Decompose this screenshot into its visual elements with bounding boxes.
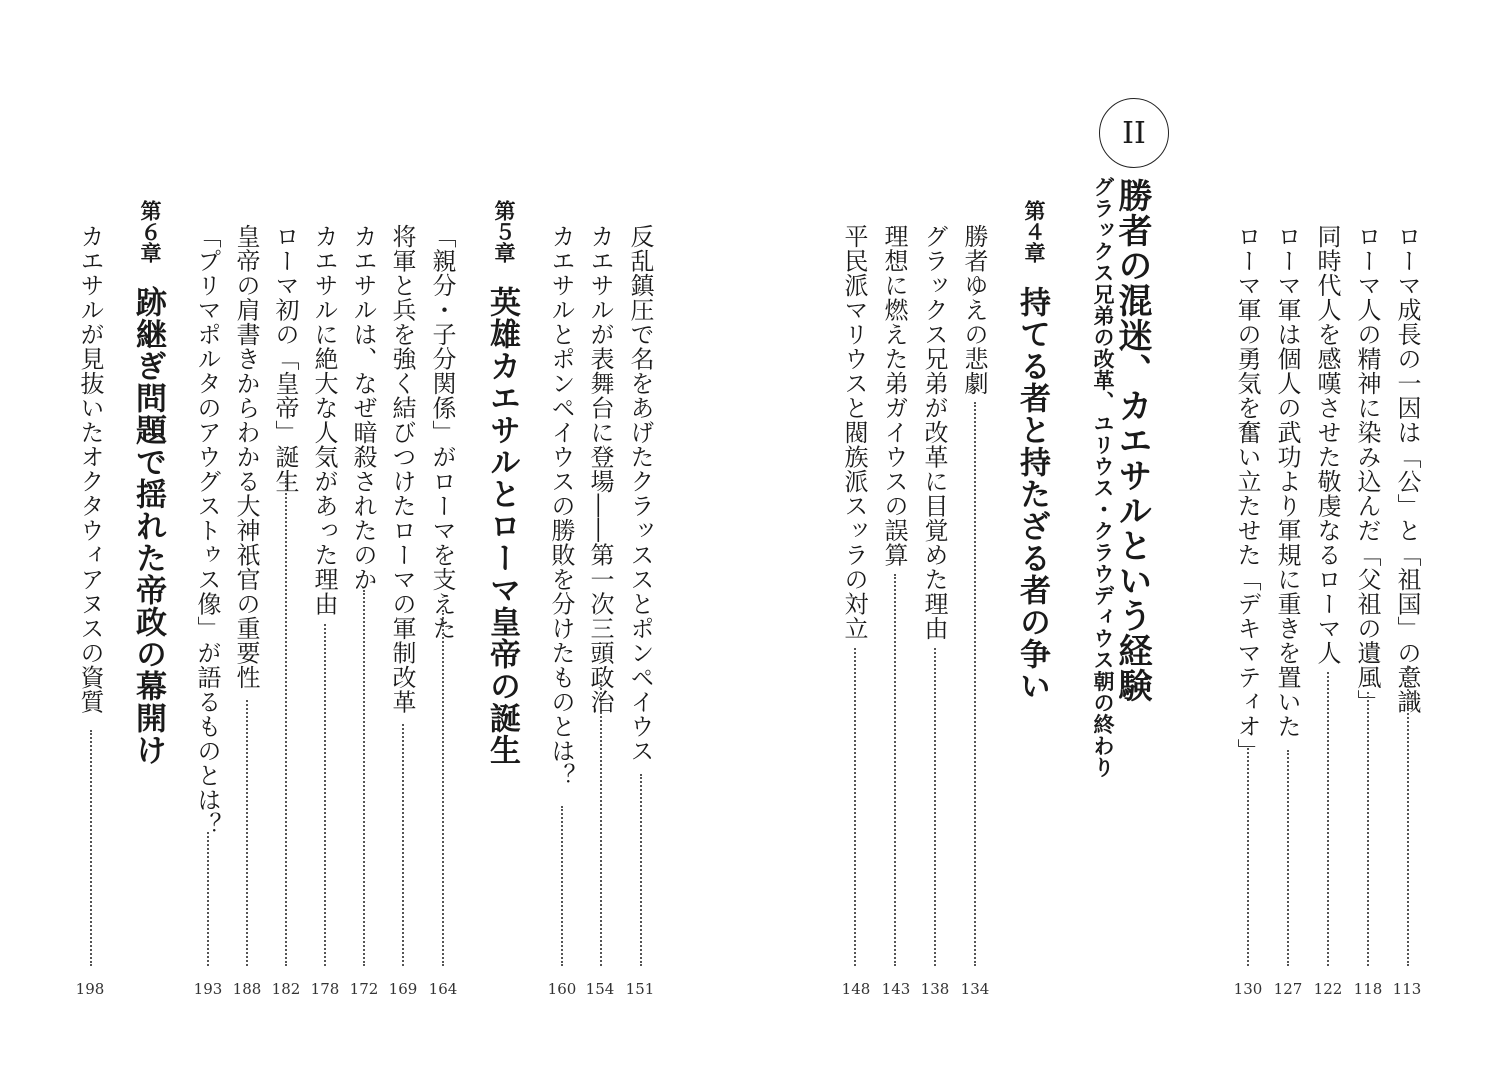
toc-entry[interactable] xyxy=(882,224,906,567)
page-number: 138 xyxy=(920,980,950,998)
page-number: 127 xyxy=(1273,980,1303,998)
toc-entry-title: カエサルは、なぜ暗殺されたのか xyxy=(349,224,377,592)
toc-entry[interactable] xyxy=(351,224,375,592)
toc-entry-title: 将軍と兵を強く結びつけたローマの軍制改革 xyxy=(388,224,416,714)
toc-entry[interactable] xyxy=(549,224,573,788)
toc-entry[interactable] xyxy=(588,224,612,714)
toc-entry[interactable] xyxy=(78,224,102,714)
toc-entry-title: 平民派マリウスと閥族派スッラの対立 xyxy=(840,224,868,641)
toc-entry-title: カエサルとポンペイウスの勝敗を分けたものとは？ xyxy=(547,224,575,788)
dot-leader xyxy=(600,680,602,966)
toc-entry[interactable] xyxy=(390,224,414,714)
toc-entry-title: ローマ成長の一因は「公」と「祖国」の意識 xyxy=(1393,224,1421,714)
dot-leader xyxy=(1327,672,1329,966)
page-number: 169 xyxy=(388,980,418,998)
toc-entry-title: ローマ初の「皇帝」誕生 xyxy=(271,224,299,494)
toc-entry[interactable] xyxy=(273,224,297,494)
page-number: 143 xyxy=(881,980,911,998)
part-title: 勝者の混迷、カエサルという経験 xyxy=(1112,178,1152,703)
chapter-title: 持てる者と持たざる者の争い xyxy=(1014,286,1050,702)
chapter-label: 第６章 xyxy=(138,200,162,263)
page-number: 154 xyxy=(585,980,615,998)
part-subtitle: グラックス兄弟の改革、ユリウス・クラウディウス朝の終わり xyxy=(1091,176,1116,778)
dot-leader xyxy=(640,774,642,966)
page-number: 134 xyxy=(960,980,990,998)
dot-leader xyxy=(442,610,444,966)
dot-leader xyxy=(246,700,248,966)
page-number: 118 xyxy=(1353,980,1383,998)
toc-entry-title: ローマ軍は個人の武功より軍規に重きを置いた xyxy=(1273,224,1301,739)
page-number: 160 xyxy=(547,980,577,998)
dot-leader xyxy=(207,832,209,966)
toc-entry-title: ローマ軍の勇気を奮い立たせた「デキマティオ」 xyxy=(1233,224,1261,763)
toc-entry-title: 反乱鎮圧で名をあげたクラッススとポンペイウス xyxy=(626,224,654,763)
toc-entry-title: カエサルが表舞台に登場――第一次三頭政治 xyxy=(586,224,614,714)
dot-leader xyxy=(90,730,92,966)
toc-entry[interactable] xyxy=(962,224,986,396)
page-number: 188 xyxy=(232,980,262,998)
toc-entry-title: 「プリマポルタのアウグストゥス像」が語るものとは？ xyxy=(193,224,221,837)
page-number: 148 xyxy=(841,980,871,998)
dot-leader xyxy=(1287,750,1289,966)
toc-entry[interactable] xyxy=(312,224,336,616)
dot-leader xyxy=(1367,692,1369,966)
dot-leader xyxy=(561,806,563,966)
toc-entry[interactable] xyxy=(195,224,219,837)
dot-leader xyxy=(363,590,365,966)
toc-entry[interactable] xyxy=(234,224,258,690)
toc-entry-title: 勝者ゆえの悲劇 xyxy=(960,224,988,396)
toc-entry-title: 「親分・子分関係」がローマを支えた xyxy=(428,224,456,641)
page-number: 164 xyxy=(428,980,458,998)
page-number: 172 xyxy=(349,980,379,998)
page-number: 130 xyxy=(1233,980,1263,998)
dot-leader xyxy=(1247,748,1249,966)
page-number: 182 xyxy=(271,980,301,998)
toc-entry[interactable] xyxy=(1355,224,1379,714)
toc-entry[interactable] xyxy=(1315,224,1339,665)
chapter-title: 跡継ぎ問題で揺れた帝政の幕開け xyxy=(130,286,166,766)
toc-entry-title: ローマ人の精神に染み込んだ「父祖の遺風」 xyxy=(1353,224,1381,714)
toc-entry-title: カエサルに絶大な人気があった理由 xyxy=(310,224,338,616)
page-number: 122 xyxy=(1313,980,1343,998)
page-number: 178 xyxy=(310,980,340,998)
toc-entry[interactable] xyxy=(922,224,946,641)
toc-entry[interactable] xyxy=(430,224,454,641)
part-number-badge: II xyxy=(1099,98,1169,168)
page-number: 113 xyxy=(1392,980,1422,998)
dot-leader xyxy=(934,648,936,966)
toc-entry[interactable] xyxy=(1235,224,1259,763)
dot-leader xyxy=(894,574,896,966)
dot-leader xyxy=(974,402,976,966)
dot-leader xyxy=(402,724,404,966)
toc-entry-title: 皇帝の肩書きからわかる大神祇官の重要性 xyxy=(232,224,260,690)
toc-entry-title: グラックス兄弟が改革に目覚めた理由 xyxy=(920,224,948,641)
toc-entry[interactable] xyxy=(628,224,652,763)
dot-leader xyxy=(324,624,326,966)
toc-entry-title: 同時代人を感嘆させた敬虔なるローマ人 xyxy=(1313,224,1341,665)
toc-entry[interactable] xyxy=(842,224,866,641)
toc-entry-title: カエサルが見抜いたオクタウィアヌスの資質 xyxy=(76,224,104,714)
toc-entry-title: 理想に燃えた弟ガイウスの誤算 xyxy=(880,224,908,567)
page-number: 198 xyxy=(75,980,105,998)
chapter-title: 英雄カエサルとローマ皇帝の誕生 xyxy=(484,286,520,766)
page-number: 193 xyxy=(193,980,223,998)
chapter-label: 第５章 xyxy=(492,200,516,263)
toc-entry[interactable] xyxy=(1275,224,1299,739)
dot-leader xyxy=(285,478,287,966)
dot-leader xyxy=(854,648,856,966)
dot-leader xyxy=(1407,666,1409,966)
page-number: 151 xyxy=(625,980,655,998)
chapter-label: 第４章 xyxy=(1022,200,1046,263)
